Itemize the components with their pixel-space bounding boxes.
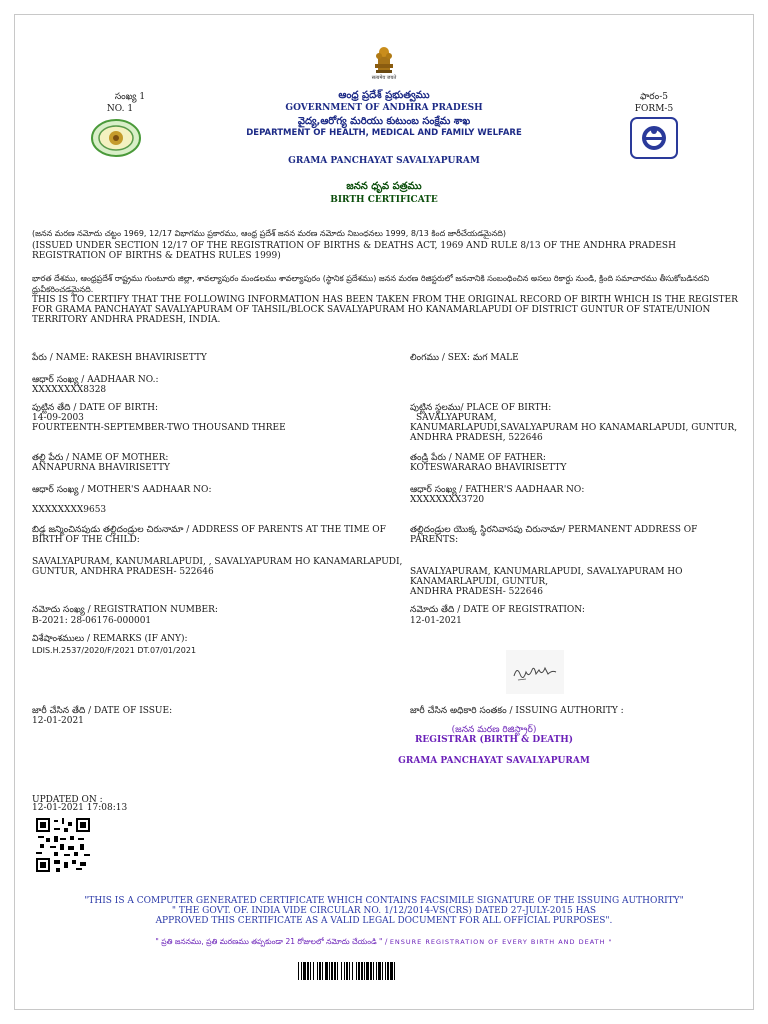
permanent-address-label-line1: తల్లిదండ్రుల యొక్క స్థిరనివాసపు చిరునామా/ PERMANENT ADDRESS OF	[410, 525, 698, 535]
certificate-title-telugu: జనన ధృవ పత్రము	[346, 181, 422, 192]
footer-slogan: " ప్రతి జననము, ప్రతి మరణము తప్పకుండా 21 రోజులలో నమోదు చేయండి " / ENSURE REGISTRATION OF EVERY BIRTH AND DEATH "	[155, 937, 613, 946]
footer-circular-line1: " THE GOVT. OF. INDIA VIDE CIRCULAR NO. 1/12/2014-VS(CRS) DATED 27-JULY-2015 HAS	[171, 906, 597, 916]
registrar-title-english: REGISTRAR (BIRTH & DEATH)	[414, 735, 574, 745]
remarks-value: LDIS.H.2537/2020/F/2021 DT.07/01/2021	[32, 646, 197, 655]
government-telugu: ఆంధ్ర ప్రదేశ్ ప్రభుత్వము	[338, 90, 430, 101]
pob-line3: ANDHRA PRADESH, 522646	[410, 433, 543, 443]
permanent-address-line1: SAVALYAPURAM, KANUMARLAPUDI, SAVALYAPURAM HO	[410, 567, 683, 577]
issue-date-label: జారీ చేసిన తేది / DATE OF ISSUE:	[32, 706, 173, 716]
issued-under-english: (ISSUED UNDER SECTION 12/17 OF THE REGISTRATION OF BIRTHS & DEATHS ACT, 1969 AND RULE 8/13 OF THE ANDHRA PRADESH REGISTRATION OF BIRTHS & DEATHS RULES 1999)	[32, 241, 676, 261]
certify-english: THIS IS TO CERTIFY THAT THE FOLLOWING INFORMATION HAS BEEN TAKEN FROM THE ORIGINAL RECORD OF BIRTH WHICH IS THE REGISTER FOR GRAMA PANCHAYAT SAVALYAPURAM OF TAHSIL/BLOCK SAVALYAPURAM HO KANAMARLAPUDI OF DISTRICT GUNTUR OF STATE/UNION TERRITORY ANDHRA PRADESH, INDIA.	[32, 295, 738, 325]
government-english: GOVERNMENT OF ANDHRA PRADESH	[285, 103, 483, 113]
registrar-title-telugu: (జనన మరణ రిజిస్ట్రార్)	[451, 725, 537, 735]
birth-address-line2: GUNTUR, ANDHRA PRADESH- 522646	[32, 567, 214, 577]
dob-value: 14-09-2003	[32, 413, 84, 423]
andhra-pradesh-seal-icon	[90, 118, 142, 158]
father-name-value: KOTESWARARAO BHAVIRISETTY	[410, 463, 567, 473]
footer-slogan-telugu: " ప్రతి జననము, ప్రతి మరణము తప్పకుండా 21 రోజులలో నమోదు చేయండి "	[155, 937, 383, 946]
name-label: పేరు / NAME:	[32, 353, 89, 363]
emblem-caption: सत्यमेव जयते	[371, 75, 397, 81]
footer-computer-generated: "THIS IS A COMPUTER GENERATED CERTIFICATE WHICH CONTAINS FACSIMILE SIGNATURE OF THE ISSUING AUTHORITY"	[84, 896, 684, 906]
number-english: NO. 1	[106, 104, 134, 114]
family-welfare-logo-icon	[630, 117, 678, 159]
number-telugu: సంఖ్య 1	[114, 92, 146, 102]
pob-line2: KANUMARLAPUDI,SAVALYAPURAM HO KANAMARLAPUDI, GUNTUR,	[410, 423, 738, 433]
footer-circular-line2: APPROVED THIS CERTIFICATE AS A VALID LEGAL DOCUMENT FOR ALL OFFICIAL PURPOSES".	[155, 916, 613, 926]
birth-address-label-line1: బిడ్డ జన్మించినపుడు తల్లిదండ్రుల చిరునామా / ADDRESS OF PARENTS AT THE TIME OF	[32, 525, 386, 535]
certificate-title-english: BIRTH CERTIFICATE	[330, 195, 438, 205]
updated-label: UPDATED ON :	[32, 795, 103, 805]
updated-value: 12-01-2021 17:08:13	[32, 803, 128, 813]
mother-name-label: తల్లి పేరు / NAME OF MOTHER:	[32, 453, 169, 463]
panchayat-title: GRAMA PANCHAYAT SAVALYAPURAM	[288, 156, 480, 166]
issue-date-value: 12-01-2021	[32, 716, 84, 726]
registration-date-value: 12-01-2021	[410, 616, 462, 626]
department-english: DEPARTMENT OF HEALTH, MEDICAL AND FAMILY WELFARE	[246, 128, 522, 138]
footer-slogan-english: ENSURE REGISTRATION OF EVERY BIRTH AND DEATH "	[389, 938, 613, 946]
issuing-authority-label: జారీ చేసిన అధికారి సంతకం / ISSUING AUTHORITY :	[410, 706, 624, 716]
father-aadhaar-value: XXXXXXXX3720	[410, 495, 485, 505]
department-telugu: వైద్య,ఆరోగ్య మరియు కుటుంబ సంక్షేమ శాఖ	[297, 116, 471, 127]
barcode-icon	[298, 962, 470, 980]
sex-row	[410, 353, 519, 364]
form-english: FORM-5	[634, 104, 674, 114]
birth-address-line1: SAVALYAPURAM, KANUMARLAPUDI, , SAVALYAPURAM HO KANAMARLAPUDI,	[32, 557, 403, 567]
form-telugu: ఫారం-5	[640, 92, 668, 102]
sex-value: మగ MALE	[472, 353, 519, 363]
dob-label: పుట్టిన తేది / DATE OF BIRTH:	[32, 403, 159, 413]
qr-code-icon[interactable]	[36, 818, 90, 872]
permanent-address-label-line2: PARENTS:	[410, 535, 459, 545]
aadhaar-value: XXXXXXXX8328	[32, 385, 107, 395]
issued-under-telugu: (జనన మరణ నమోదు చట్టం 1969, 12/17 విభాగము ప్రకారము, ఆంధ్ర ప్రదేశ్ జనన మరణ నమోదు నిబంధనలు 1999, 8/13 కింద జారీచేయడమైనది)	[32, 229, 507, 238]
pob-line1: SAVALYAPURAM,	[416, 413, 497, 423]
mother-name-value: ANNAPURNA BHAVIRISETTY	[32, 463, 170, 473]
sex-label: లింగము / SEX:	[410, 353, 470, 363]
name-row	[32, 353, 207, 364]
remarks-label: విశేషాంశములు / REMARKS (IF ANY):	[32, 634, 188, 644]
dob-words: FOURTEENTH-SEPTEMBER-TWO THOUSAND THREE	[32, 423, 286, 433]
pob-label: పుట్టిన స్థలము/ PLACE OF BIRTH:	[410, 403, 552, 413]
permanent-address-line2: KANAMARLAPUDI, GUNTUR,	[410, 577, 549, 587]
registration-number-value: B-2021: 28-06176-000001	[32, 616, 152, 626]
name-value: RAKESH BHAVIRISETTY	[91, 353, 207, 363]
permanent-address-line3: ANDHRA PRADESH- 522646	[410, 587, 543, 597]
registrar-signature	[506, 650, 564, 694]
mother-aadhaar-value: XXXXXXXX9653	[32, 505, 107, 515]
registration-number-label: నమోదు సంఖ్య / REGISTRATION NUMBER:	[32, 605, 218, 615]
birth-address-label-line2: BIRTH OF THE CHILD:	[32, 535, 140, 545]
registrar-panchayat: GRAMA PANCHAYAT SAVALYAPURAM	[398, 756, 590, 766]
aadhaar-label: ఆధార్ సంఖ్య / AADHAAR NO.:	[32, 375, 159, 385]
certify-telugu: భారత దేశము, ఆంధ్రప్రదేశ్ రాష్ట్రము గుంటూరు జిల్లా, శావల్యాపురం మండలము శావల్యాపురం (స్థానిక ప్రదేశము) జనన మరణ రిజిస్టరులో జననానికి సంబంధించిన అసలు రికార్డు నుండి, క్రింది సమాచారము తీసుకోబడినదని ధ్రువీకరించడమైనది.	[32, 274, 710, 294]
father-name-label: తండ్రి పేరు / NAME OF FATHER:	[410, 453, 546, 463]
father-aadhaar-label: ఆధార్ సంఖ్య / FATHER'S AADHAAR NO:	[410, 485, 585, 495]
registration-date-label: నమోదు తేది / DATE OF REGISTRATION:	[410, 605, 585, 615]
mother-aadhaar-label: ఆధార్ సంఖ్య / MOTHER'S AADHAAR NO:	[32, 485, 212, 495]
